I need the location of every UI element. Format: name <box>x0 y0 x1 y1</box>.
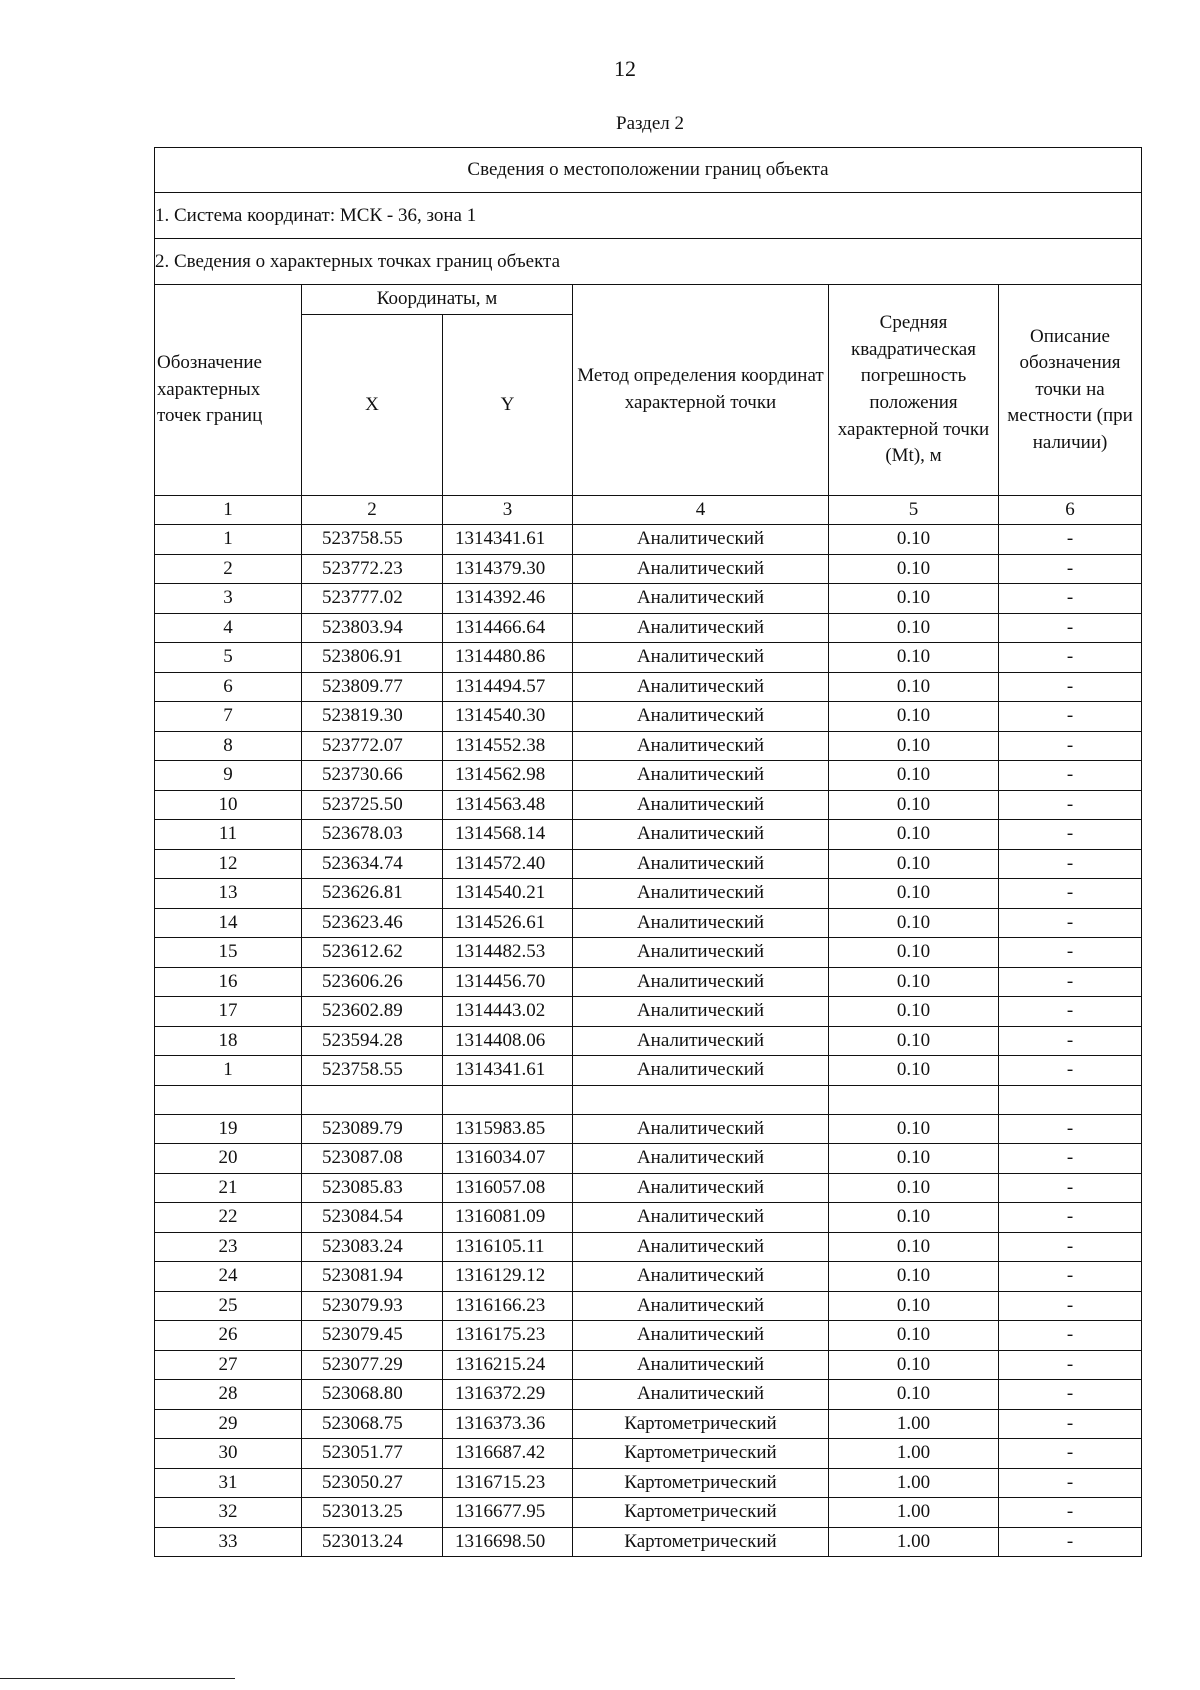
error-cell: 0.10 <box>829 1232 999 1262</box>
y-coordinate-cell: 1316175.23 <box>443 1321 573 1351</box>
error-cell: 0.10 <box>829 1026 999 1056</box>
table-title: Сведения о местоположении границ объекта <box>155 148 1142 193</box>
method-cell: Аналитический <box>573 613 829 643</box>
y-coordinate-cell: 1314443.02 <box>443 997 573 1027</box>
table-row <box>155 997 1142 1027</box>
table-title-row <box>155 148 1142 193</box>
table-row <box>155 879 1142 909</box>
point-number-cell: 20 <box>155 1144 302 1174</box>
y-coordinate-cell: 1316057.08 <box>443 1173 573 1203</box>
coord-system-row <box>155 193 1142 239</box>
x-coordinate-cell: 523678.03 <box>302 820 443 850</box>
description-cell: - <box>999 1291 1142 1321</box>
x-coordinate-cell: 523077.29 <box>302 1350 443 1380</box>
error-cell: 0.10 <box>829 849 999 879</box>
point-number-cell: 28 <box>155 1380 302 1410</box>
error-cell: 1.00 <box>829 1409 999 1439</box>
description-cell: - <box>999 1321 1142 1351</box>
method-cell: Аналитический <box>573 554 829 584</box>
x-coordinate-cell: 523079.93 <box>302 1291 443 1321</box>
blank-row <box>155 1085 1142 1114</box>
error-cell: 0.10 <box>829 967 999 997</box>
error-cell: 0.10 <box>829 879 999 909</box>
method-cell: Аналитический <box>573 1026 829 1056</box>
point-number-cell: 24 <box>155 1262 302 1292</box>
x-coordinate-cell: 523809.77 <box>302 672 443 702</box>
table-row <box>155 1232 1142 1262</box>
error-cell: 0.10 <box>829 1262 999 1292</box>
method-cell: Аналитический <box>573 731 829 761</box>
x-coordinate-cell: 523594.28 <box>302 1026 443 1056</box>
point-number-cell: 3 <box>155 584 302 614</box>
x-coordinate-cell: 523013.25 <box>302 1498 443 1528</box>
x-coordinate-cell: 523758.55 <box>302 1056 443 1086</box>
column-number: 1 <box>155 496 302 525</box>
error-cell: 0.10 <box>829 1144 999 1174</box>
y-coordinate-cell: 1314540.30 <box>443 702 573 732</box>
y-coordinate-cell: 1315983.85 <box>443 1114 573 1144</box>
x-coordinate-cell: 523803.94 <box>302 613 443 643</box>
point-number-cell: 12 <box>155 849 302 879</box>
x-coordinate-cell: 523772.07 <box>302 731 443 761</box>
description-cell: - <box>999 1439 1142 1469</box>
description-cell: - <box>999 1380 1142 1410</box>
error-cell: 0.10 <box>829 820 999 850</box>
description-cell: - <box>999 761 1142 791</box>
y-coordinate-cell: 1316081.09 <box>443 1203 573 1233</box>
description-cell: - <box>999 1203 1142 1233</box>
method-cell: Картометрический <box>573 1439 829 1469</box>
method-cell: Аналитический <box>573 820 829 850</box>
y-coordinate-cell: 1316677.95 <box>443 1498 573 1528</box>
column-number: 6 <box>999 496 1142 525</box>
x-coordinate-cell: 523772.23 <box>302 554 443 584</box>
point-number-cell: 23 <box>155 1232 302 1262</box>
description-cell: - <box>999 849 1142 879</box>
point-number-cell: 15 <box>155 938 302 968</box>
table-row <box>155 1380 1142 1410</box>
point-number-cell: 6 <box>155 672 302 702</box>
table-row <box>155 1291 1142 1321</box>
error-cell: 0.10 <box>829 1173 999 1203</box>
header-method: Метод определения координат характерной точки <box>573 285 829 496</box>
y-coordinate-cell: 1314480.86 <box>443 643 573 673</box>
y-coordinate-cell: 1314540.21 <box>443 879 573 909</box>
y-coordinate-cell: 1316698.50 <box>443 1527 573 1557</box>
error-cell: 0.10 <box>829 731 999 761</box>
header-point-designation: Обозначение характерных точек границ <box>155 285 302 496</box>
table-row <box>155 613 1142 643</box>
x-coordinate-cell: 523602.89 <box>302 997 443 1027</box>
description-cell: - <box>999 879 1142 909</box>
table-row <box>155 938 1142 968</box>
error-cell: 1.00 <box>829 1439 999 1469</box>
table-row <box>155 908 1142 938</box>
header-y: Y <box>443 315 573 496</box>
method-cell: Аналитический <box>573 761 829 791</box>
description-cell: - <box>999 1468 1142 1498</box>
header-error: Средняя квадратическая погрешность положения характерной точки (Mt), м <box>829 285 999 496</box>
y-coordinate-cell: 1314341.61 <box>443 1056 573 1086</box>
x-coordinate-cell: 523079.45 <box>302 1321 443 1351</box>
table-row <box>155 554 1142 584</box>
error-cell: 0.10 <box>829 702 999 732</box>
column-number: 3 <box>443 496 573 525</box>
description-cell: - <box>999 790 1142 820</box>
description-cell: - <box>999 1173 1142 1203</box>
x-coordinate-cell: 523087.08 <box>302 1144 443 1174</box>
y-coordinate-cell: 1314568.14 <box>443 820 573 850</box>
error-cell: 0.10 <box>829 613 999 643</box>
point-number-cell: 17 <box>155 997 302 1027</box>
x-coordinate-cell: 523730.66 <box>302 761 443 791</box>
method-cell: Аналитический <box>573 1262 829 1292</box>
error-cell: 0.10 <box>829 584 999 614</box>
method-cell: Аналитический <box>573 1291 829 1321</box>
method-cell: Картометрический <box>573 1498 829 1528</box>
description-cell: - <box>999 1026 1142 1056</box>
point-number-cell: 16 <box>155 967 302 997</box>
x-coordinate-cell: 523084.54 <box>302 1203 443 1233</box>
y-coordinate-cell: 1316034.07 <box>443 1144 573 1174</box>
method-cell: Аналитический <box>573 525 829 555</box>
error-cell: 0.10 <box>829 1114 999 1144</box>
description-cell: - <box>999 525 1142 555</box>
point-number-cell: 27 <box>155 1350 302 1380</box>
group-separator <box>155 1085 1142 1114</box>
error-cell: 0.10 <box>829 761 999 791</box>
table-row <box>155 790 1142 820</box>
description-cell: - <box>999 643 1142 673</box>
error-cell: 0.10 <box>829 1056 999 1086</box>
point-number-cell: 18 <box>155 1026 302 1056</box>
x-coordinate-cell: 523626.81 <box>302 879 443 909</box>
x-coordinate-cell: 523089.79 <box>302 1114 443 1144</box>
description-cell: - <box>999 613 1142 643</box>
error-cell: 0.10 <box>829 672 999 702</box>
error-cell: 1.00 <box>829 1527 999 1557</box>
error-cell: 0.10 <box>829 554 999 584</box>
error-cell: 0.10 <box>829 938 999 968</box>
method-cell: Картометрический <box>573 1468 829 1498</box>
point-number-cell: 11 <box>155 820 302 850</box>
table-row <box>155 761 1142 791</box>
point-number-cell: 5 <box>155 643 302 673</box>
table-row <box>155 967 1142 997</box>
description-cell: - <box>999 908 1142 938</box>
method-cell: Аналитический <box>573 879 829 909</box>
method-cell: Аналитический <box>573 672 829 702</box>
method-cell: Аналитический <box>573 1114 829 1144</box>
y-coordinate-cell: 1314572.40 <box>443 849 573 879</box>
y-coordinate-cell: 1314563.48 <box>443 790 573 820</box>
error-cell: 0.10 <box>829 1350 999 1380</box>
method-cell: Аналитический <box>573 790 829 820</box>
y-coordinate-cell: 1314408.06 <box>443 1026 573 1056</box>
x-coordinate-cell: 523068.75 <box>302 1409 443 1439</box>
description-cell: - <box>999 1527 1142 1557</box>
x-coordinate-cell: 523068.80 <box>302 1380 443 1410</box>
point-number-cell: 22 <box>155 1203 302 1233</box>
y-coordinate-cell: 1314466.64 <box>443 613 573 643</box>
x-coordinate-cell: 523606.26 <box>302 967 443 997</box>
method-cell: Аналитический <box>573 908 829 938</box>
table-row <box>155 1439 1142 1469</box>
method-cell: Аналитический <box>573 1350 829 1380</box>
y-coordinate-cell: 1314341.61 <box>443 525 573 555</box>
description-cell: - <box>999 938 1142 968</box>
x-coordinate-cell: 523725.50 <box>302 790 443 820</box>
page-number: 12 <box>614 56 636 81</box>
x-coordinate-cell: 523758.55 <box>302 525 443 555</box>
points-heading: 2. Сведения о характерных точках границ объекта <box>155 239 1142 285</box>
description-cell: - <box>999 997 1142 1027</box>
description-cell: - <box>999 1056 1142 1086</box>
point-number-cell: 21 <box>155 1173 302 1203</box>
point-number-cell: 25 <box>155 1291 302 1321</box>
y-coordinate-cell: 1316372.29 <box>443 1380 573 1410</box>
method-cell: Аналитический <box>573 1321 829 1351</box>
description-cell: - <box>999 1114 1142 1144</box>
point-number-cell: 1 <box>155 525 302 555</box>
point-group-2 <box>155 1114 1142 1557</box>
point-number-cell: 8 <box>155 731 302 761</box>
section-title: Раздел 2 <box>616 113 684 134</box>
x-coordinate-cell: 523081.94 <box>302 1262 443 1292</box>
error-cell: 0.10 <box>829 1321 999 1351</box>
point-number-cell: 10 <box>155 790 302 820</box>
description-cell: - <box>999 1498 1142 1528</box>
description-cell: - <box>999 1262 1142 1292</box>
method-cell: Аналитический <box>573 1380 829 1410</box>
table-row <box>155 1498 1142 1528</box>
description-cell: - <box>999 672 1142 702</box>
header-x: X <box>302 315 443 496</box>
x-coordinate-cell: 523623.46 <box>302 908 443 938</box>
y-coordinate-cell: 1316373.36 <box>443 1409 573 1439</box>
point-number-cell: 7 <box>155 702 302 732</box>
table-row <box>155 1409 1142 1439</box>
y-coordinate-cell: 1316166.23 <box>443 1291 573 1321</box>
method-cell: Аналитический <box>573 1056 829 1086</box>
column-number: 4 <box>573 496 829 525</box>
x-coordinate-cell: 523013.24 <box>302 1527 443 1557</box>
description-cell: - <box>999 1350 1142 1380</box>
description-cell: - <box>999 702 1142 732</box>
point-number-cell: 4 <box>155 613 302 643</box>
table-row <box>155 1203 1142 1233</box>
table-row <box>155 1468 1142 1498</box>
coord-system: 1. Система координат: МСК - 36, зона 1 <box>155 193 1142 239</box>
x-coordinate-cell: 523085.83 <box>302 1173 443 1203</box>
description-cell: - <box>999 1144 1142 1174</box>
x-coordinate-cell: 523050.27 <box>302 1468 443 1498</box>
error-cell: 0.10 <box>829 790 999 820</box>
error-cell: 1.00 <box>829 1498 999 1528</box>
method-cell: Картометрический <box>573 1409 829 1439</box>
column-number-row <box>155 496 1142 525</box>
table-row <box>155 1527 1142 1557</box>
y-coordinate-cell: 1316215.24 <box>443 1350 573 1380</box>
header-row-1 <box>155 285 1142 315</box>
table-row <box>155 1173 1142 1203</box>
table-row <box>155 702 1142 732</box>
point-group-1 <box>155 525 1142 1086</box>
error-cell: 1.00 <box>829 1468 999 1498</box>
method-cell: Аналитический <box>573 1144 829 1174</box>
table-row <box>155 849 1142 879</box>
points-heading-row <box>155 239 1142 285</box>
method-cell: Аналитический <box>573 997 829 1027</box>
method-cell: Аналитический <box>573 967 829 997</box>
point-number-cell: 31 <box>155 1468 302 1498</box>
method-cell: Аналитический <box>573 1232 829 1262</box>
y-coordinate-cell: 1316687.42 <box>443 1439 573 1469</box>
table-row <box>155 1026 1142 1056</box>
error-cell: 0.10 <box>829 1203 999 1233</box>
x-coordinate-cell: 523612.62 <box>302 938 443 968</box>
method-cell: Картометрический <box>573 1527 829 1557</box>
error-cell: 0.10 <box>829 908 999 938</box>
footnote-rule <box>0 1678 235 1679</box>
method-cell: Аналитический <box>573 938 829 968</box>
method-cell: Аналитический <box>573 584 829 614</box>
table-row <box>155 1262 1142 1292</box>
table-row <box>155 672 1142 702</box>
point-number-cell: 26 <box>155 1321 302 1351</box>
table-row <box>155 525 1142 555</box>
point-number-cell: 9 <box>155 761 302 791</box>
y-coordinate-cell: 1316129.12 <box>443 1262 573 1292</box>
x-coordinate-cell: 523806.91 <box>302 643 443 673</box>
error-cell: 0.10 <box>829 1291 999 1321</box>
x-coordinate-cell: 523051.77 <box>302 1439 443 1469</box>
y-coordinate-cell: 1314562.98 <box>443 761 573 791</box>
y-coordinate-cell: 1314552.38 <box>443 731 573 761</box>
header-coordinates: Координаты, м <box>302 285 573 315</box>
y-coordinate-cell: 1316105.11 <box>443 1232 573 1262</box>
description-cell: - <box>999 584 1142 614</box>
table-row <box>155 584 1142 614</box>
point-number-cell: 13 <box>155 879 302 909</box>
description-cell: - <box>999 554 1142 584</box>
y-coordinate-cell: 1314526.61 <box>443 908 573 938</box>
x-coordinate-cell: 523634.74 <box>302 849 443 879</box>
description-cell: - <box>999 820 1142 850</box>
boundary-points-table <box>154 147 1142 1557</box>
table-row <box>155 1321 1142 1351</box>
table-row <box>155 643 1142 673</box>
method-cell: Аналитический <box>573 849 829 879</box>
table-row <box>155 1056 1142 1086</box>
point-number-cell: 1 <box>155 1056 302 1086</box>
column-number: 2 <box>302 496 443 525</box>
description-cell: - <box>999 1232 1142 1262</box>
point-number-cell: 14 <box>155 908 302 938</box>
x-coordinate-cell: 523777.02 <box>302 584 443 614</box>
point-number-cell: 32 <box>155 1498 302 1528</box>
point-number-cell: 2 <box>155 554 302 584</box>
table-row <box>155 1114 1142 1144</box>
error-cell: 0.10 <box>829 643 999 673</box>
point-number-cell: 19 <box>155 1114 302 1144</box>
description-cell: - <box>999 731 1142 761</box>
y-coordinate-cell: 1314494.57 <box>443 672 573 702</box>
error-cell: 0.10 <box>829 525 999 555</box>
point-number-cell: 30 <box>155 1439 302 1469</box>
error-cell: 0.10 <box>829 1380 999 1410</box>
description-cell: - <box>999 967 1142 997</box>
method-cell: Аналитический <box>573 702 829 732</box>
table-row <box>155 1350 1142 1380</box>
y-coordinate-cell: 1314392.46 <box>443 584 573 614</box>
header-description: Описание обозначения точки на местности (при наличии) <box>999 285 1142 496</box>
x-coordinate-cell: 523083.24 <box>302 1232 443 1262</box>
x-coordinate-cell: 523819.30 <box>302 702 443 732</box>
y-coordinate-cell: 1314482.53 <box>443 938 573 968</box>
point-number-cell: 33 <box>155 1527 302 1557</box>
y-coordinate-cell: 1314456.70 <box>443 967 573 997</box>
method-cell: Аналитический <box>573 1173 829 1203</box>
point-number-cell: 29 <box>155 1409 302 1439</box>
table-row <box>155 731 1142 761</box>
error-cell: 0.10 <box>829 997 999 1027</box>
y-coordinate-cell: 1314379.30 <box>443 554 573 584</box>
column-number: 5 <box>829 496 999 525</box>
y-coordinate-cell: 1316715.23 <box>443 1468 573 1498</box>
table-row <box>155 820 1142 850</box>
method-cell: Аналитический <box>573 643 829 673</box>
method-cell: Аналитический <box>573 1203 829 1233</box>
description-cell: - <box>999 1409 1142 1439</box>
table-row <box>155 1144 1142 1174</box>
